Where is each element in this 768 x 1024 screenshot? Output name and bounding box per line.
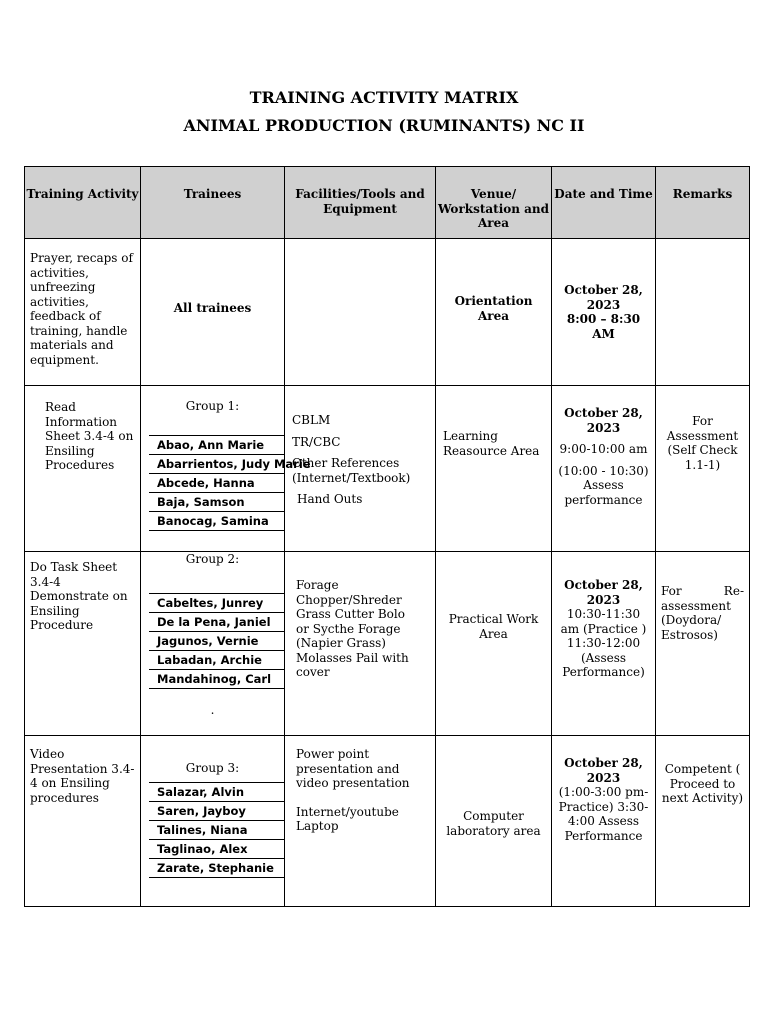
document-subtitle: ANIMAL PRODUCTION (RUMINANTS) NC II bbox=[183, 116, 585, 135]
remarks-cell bbox=[656, 239, 750, 386]
venue-cell: Practical Work Area bbox=[436, 552, 552, 736]
trainee-name: Talines, Niana bbox=[149, 821, 284, 840]
activity-cell: Prayer, recaps of activities, unfreezing activities, feedback of training, handle materials and equipment. bbox=[25, 239, 141, 386]
remarks-cell: Competent ( Proceed to next Activity) bbox=[656, 736, 750, 907]
facilities-cell: Power point presentation and video presentation Internet/youtube Laptop bbox=[285, 736, 436, 907]
header-facilities: Facilities/Tools and Equipment bbox=[285, 167, 436, 239]
trainee-name: Taglinao, Alex bbox=[149, 840, 284, 859]
group-label: Group 1: bbox=[185, 399, 240, 413]
trainee-name: Abao, Ann Marie bbox=[149, 435, 284, 455]
table-row bbox=[25, 386, 750, 552]
trainees-cell bbox=[141, 386, 311, 552]
table-row bbox=[25, 552, 750, 736]
table-row bbox=[25, 239, 750, 386]
trainee-name: De la Pena, Janiel bbox=[149, 613, 284, 632]
stray-dot: . bbox=[210, 702, 215, 717]
header-training-activity: Training Activity bbox=[25, 167, 141, 239]
facilities-cell bbox=[285, 239, 436, 386]
trainee-name: Mandahinog, Carl bbox=[149, 670, 284, 689]
venue-cell: Learning Reasource Area bbox=[436, 386, 552, 552]
remarks-cell: For Assessment (Self Check 1.1-1) bbox=[656, 386, 750, 552]
trainee-name: Banocag, Samina bbox=[149, 512, 284, 531]
date-cell: October 28, 2023 8:00 – 8:30 AM bbox=[552, 239, 656, 386]
trainee-name: Labadan, Archie bbox=[149, 651, 284, 670]
date-cell: October 28, 2023 (1:00-3:00 pm- Practice) 3:30-4:00 Assess Performance bbox=[552, 736, 656, 907]
venue-cell: Computer laboratory area bbox=[436, 736, 552, 907]
activity-cell: Read Information Sheet 3.4-4 on Ensiling Procedures bbox=[25, 386, 141, 552]
remarks-cell: For Re-assessment (Doydora/ Estrosos) bbox=[656, 552, 750, 736]
trainees-cell: All trainees bbox=[141, 239, 285, 386]
document-title: TRAINING ACTIVITY MATRIX bbox=[249, 88, 519, 107]
header-date-time: Date and Time bbox=[552, 167, 656, 239]
group-label: Group 2: bbox=[185, 552, 240, 566]
activity-cell: Do Task Sheet 3.4-4 Demonstrate on Ensiling Procedure bbox=[25, 552, 141, 736]
trainee-name: Jagunos, Vernie bbox=[149, 632, 284, 651]
header-trainees: Trainees bbox=[141, 167, 285, 239]
date-cell: October 28, 2023 10:30-11:30 am (Practice ) 11:30-12:00 (Assess Performance) bbox=[552, 552, 656, 736]
trainee-name: Baja, Samson bbox=[149, 493, 284, 512]
header-remarks: Remarks bbox=[656, 167, 750, 239]
trainee-name: Cabeltes, Junrey bbox=[149, 593, 284, 613]
facilities-cell: Forage Chopper/Shreder Grass Cutter Bolo or Sycthe Forage (Napier Grass) Molasses Pail with cover bbox=[285, 552, 436, 736]
trainee-name: Salazar, Alvin bbox=[149, 782, 284, 802]
activity-cell: Video Presentation 3.4-4 on Ensiling procedures bbox=[25, 736, 141, 907]
group-label: Group 3: bbox=[185, 761, 240, 775]
trainee-name: Saren, Jayboy bbox=[149, 802, 284, 821]
trainee-name: Zarate, Stephanie bbox=[149, 859, 284, 878]
venue-cell: Orientation Area bbox=[436, 239, 552, 386]
table-row bbox=[25, 736, 750, 907]
header-venue: Venue/ Workstation and Area bbox=[436, 167, 552, 239]
trainee-name: Abcede, Hanna bbox=[149, 474, 284, 493]
trainees-cell bbox=[141, 736, 285, 907]
facilities-cell: CBLM TR/CBC Other References (Internet/Textbook) Hand Outs bbox=[285, 386, 436, 552]
training-matrix-table bbox=[24, 166, 750, 907]
trainee-name: Abarrientos, Judy Marie bbox=[149, 455, 284, 474]
table-header-row bbox=[25, 167, 750, 239]
trainees-cell bbox=[141, 552, 285, 736]
date-cell: October 28, 2023 9:00-10:00 am (10:00 - 10:30) Assess performance bbox=[552, 386, 656, 552]
